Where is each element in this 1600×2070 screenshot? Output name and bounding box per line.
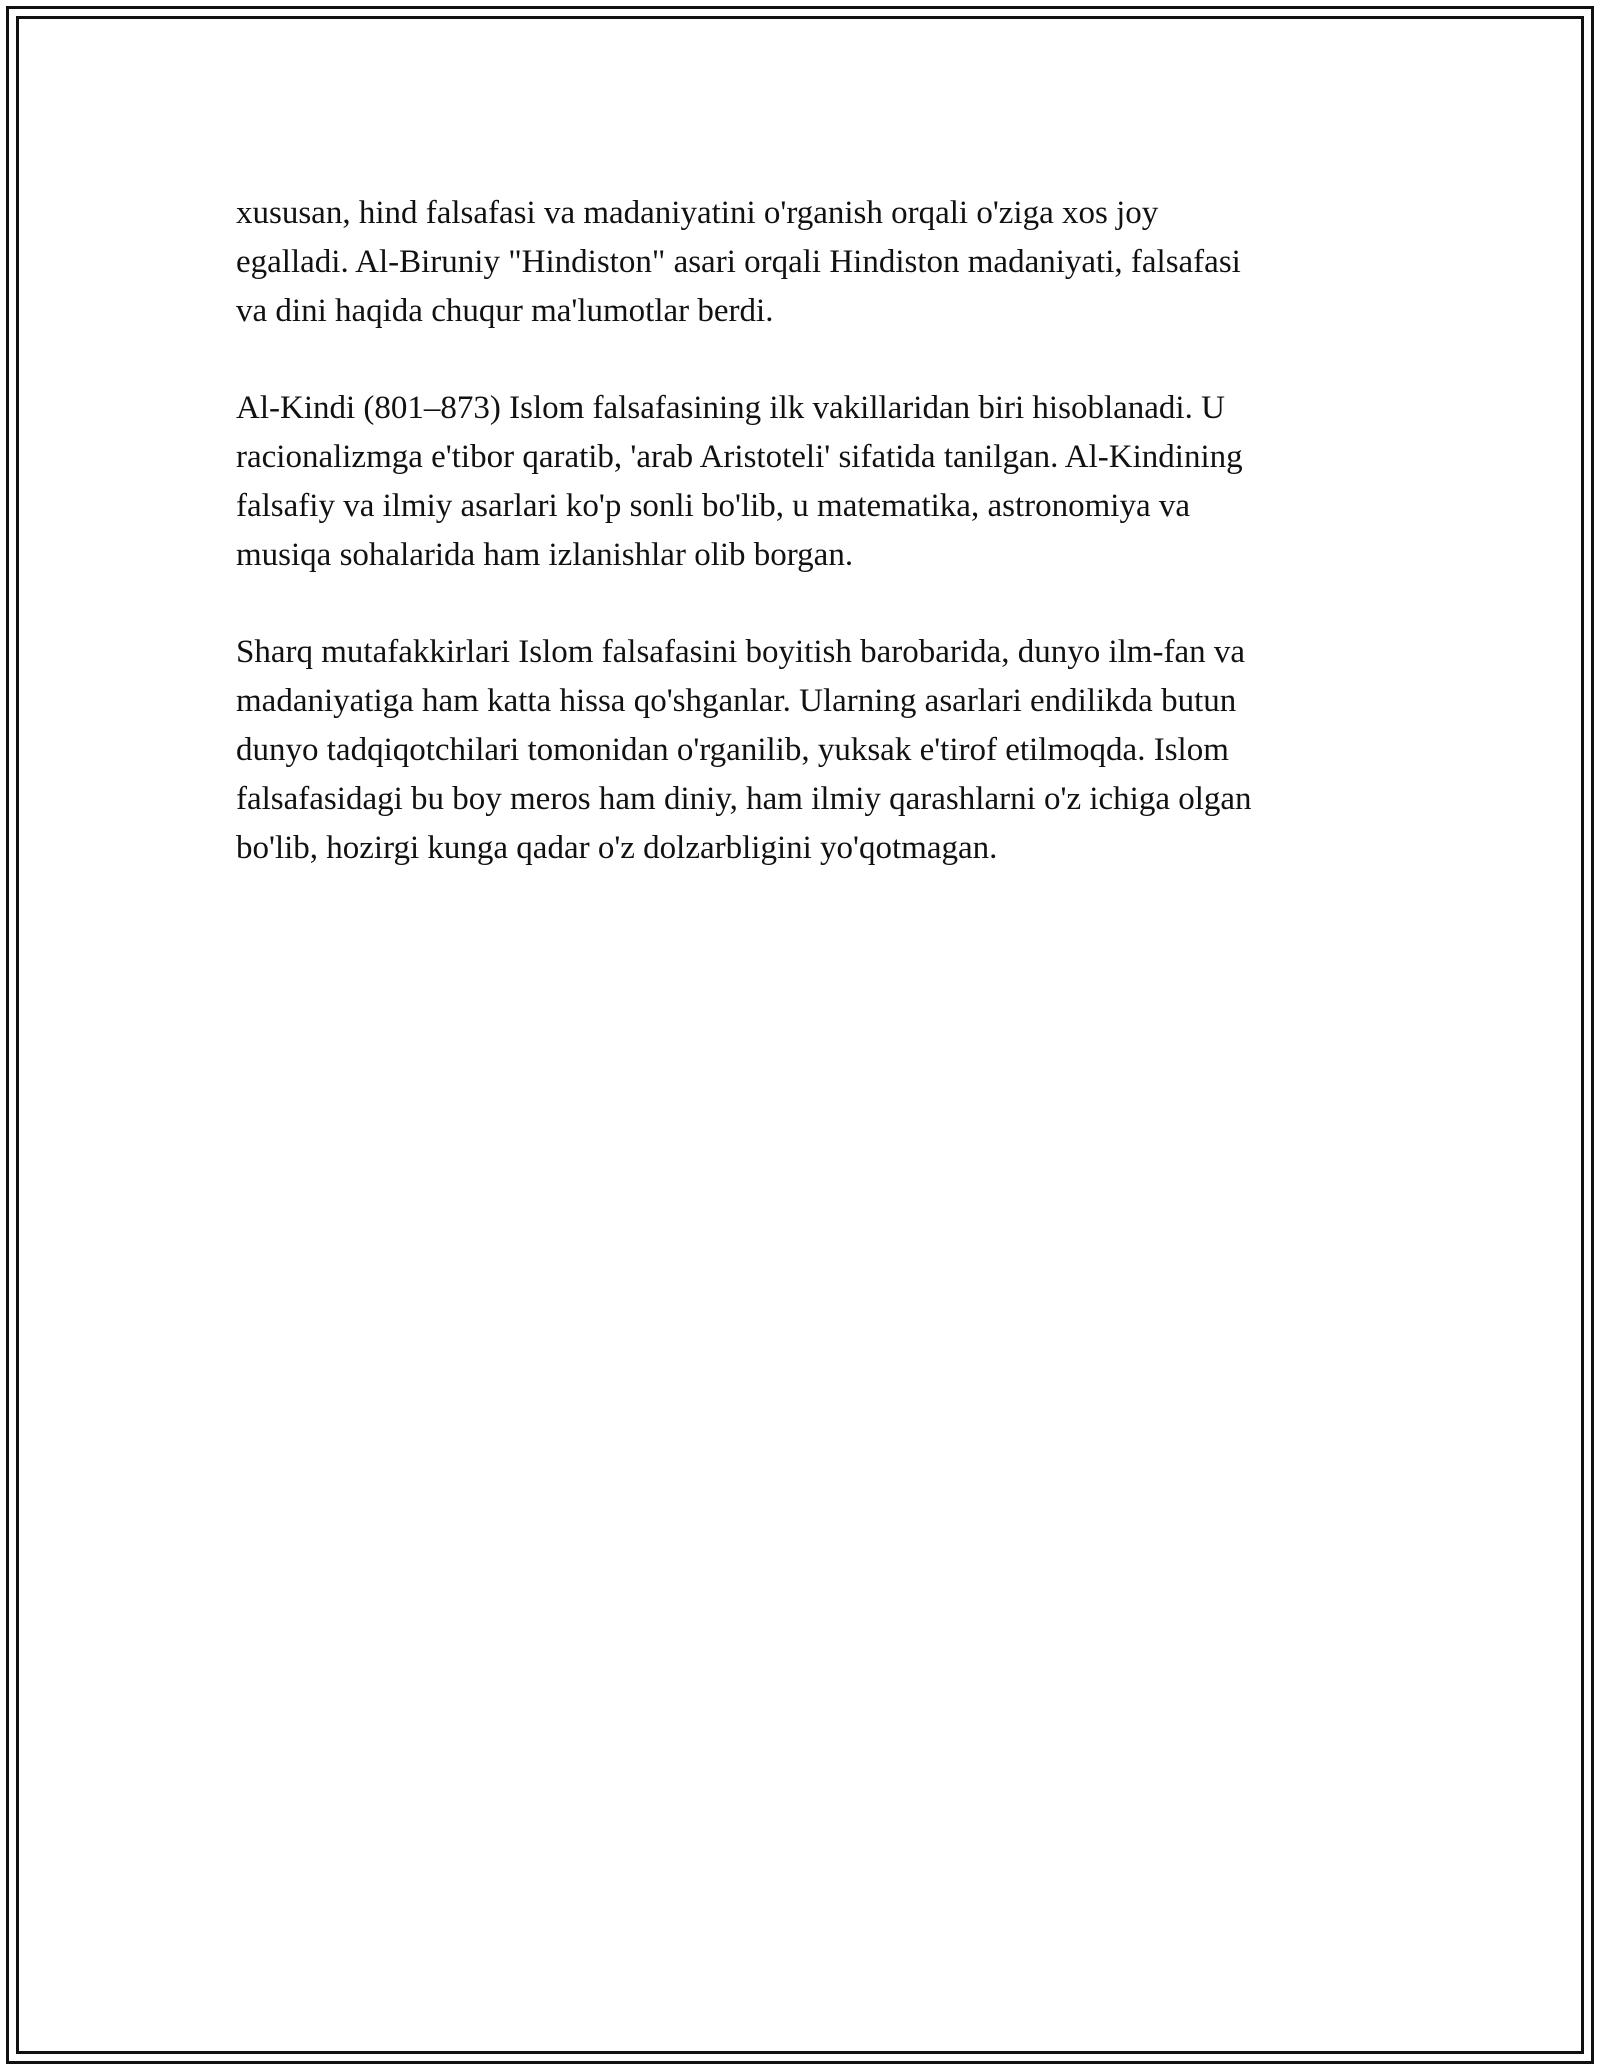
paragraph-biruniy: xususan, hind falsafasi va madaniyatini o'rganish orqali o'ziga xos joy egalladi. Al-Biruniy "Hindiston" asari orqali Hindiston madaniyati, falsafasi va dini haqida chuqur ma'lumotlar berdi.: [236, 195, 1241, 329]
document-body: [236, 189, 1406, 921]
paragraph-al-kindi: Al-Kindi (801–873) Islom falsafasining ilk vakillaridan biri hisoblanadi. U racionalizmga e'tibor qaratib, 'arab Aristoteli' sifatida tanilgan. Al-Kindining falsafiy va ilmiy asarlari ko'p sonli bo'lib, u matematika, astronomiya va musiqa sohalarida ham izlanishlar olib borgan.: [236, 390, 1243, 573]
paragraph-sharq-mutafakkirlari: Sharq mutafakkirlari Islom falsafasini boyitish barobarida, dunyo ilm-fan va madaniyatiga ham katta hissa qo'shganlar. Ularning asarlari endilikda butun dunyo tadqiqotchilari tomonidan o'rganilib, yuksak e'tirof etilmoqda. Islom falsafasidagi bu boy meros ham diniy, ham ilmiy qarashlarni o'z ichiga olgan bo'lib, hozirgi kunga qadar o'z dolzarbligini yo'qotmagan.: [236, 634, 1252, 866]
